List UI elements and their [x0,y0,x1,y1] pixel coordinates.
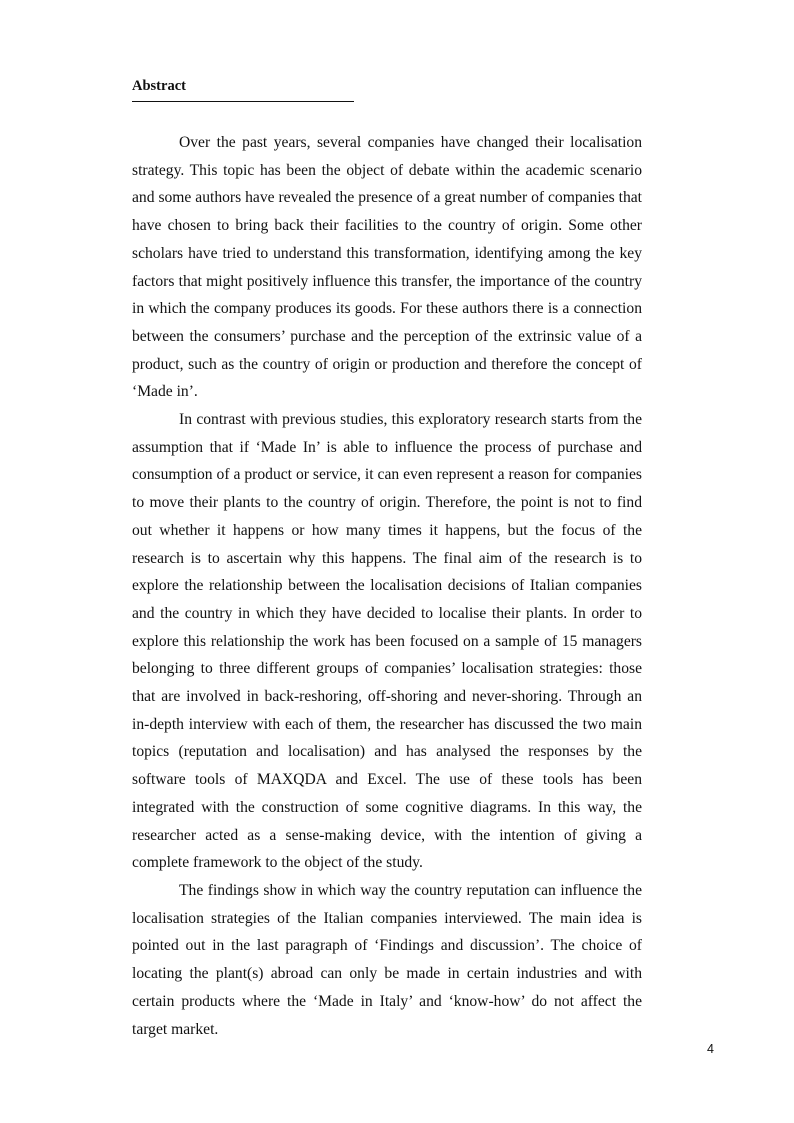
abstract-paragraph-1: Over the past years, several companies have changed their localisation strategy. This topic has been the object of debate within the academic scenario and some authors have revealed the presence of a great number of companies that have chosen to bring back their facilities to the country of origin. Some other scholars have tried to understand this transformation, identifying among the key factors that might positively influence this transfer, the importance of the country in which the company produces its goods. For these authors there is a connection between the consumers’ purchase and the perception of the extrinsic value of a product, such as the country of origin or production and therefore the concept of ‘Made in’. [132,134,642,401]
abstract-paragraph-3: The findings show in which way the country reputation can influence the localisation strategies of the Italian companies interviewed. The main idea is pointed out in the last paragraph of ‘Findings and discussion’. The choice of locating the plant(s) abroad can only be made in certain industries and with certain products where the ‘Made in Italy’ and ‘know-how’ do not affect the target market. [132,881,642,1038]
abstract-body [132,129,642,1043]
abstract-paragraph-2: In contrast with previous studies, this exploratory research starts from the assumption that if ‘Made In’ is able to influence the process of purchase and consumption of a product or service, it can even represent a reason for companies to move their plants to the country of origin. Therefore, the point is not to find out whether it happens or how many times it happens, but the focus of the research is to ascertain why this happens. The final aim of the research is to explore the relationship between the localisation decisions of Italian companies and the country in which they have decided to localise their plants. In order to explore this relationship the work has been focused on a sample of 15 managers belonging to three different groups of companies’ localisation strategies: those that are involved in back-reshoring, off-shoring and never-shoring. Through an in-depth interview with each of them, the researcher has discussed the two main topics (reputation and localisation) and has analysed the responses by the software tools of MAXQDA and Excel. The use of these tools has been integrated with the construction of some cognitive diagrams. In this way, the researcher acted as a sense-making device, with the intention of giving a complete framework to the object of the study. [132,411,642,872]
page-number: 4 [707,1042,714,1056]
section-heading: Abstract [132,77,354,102]
